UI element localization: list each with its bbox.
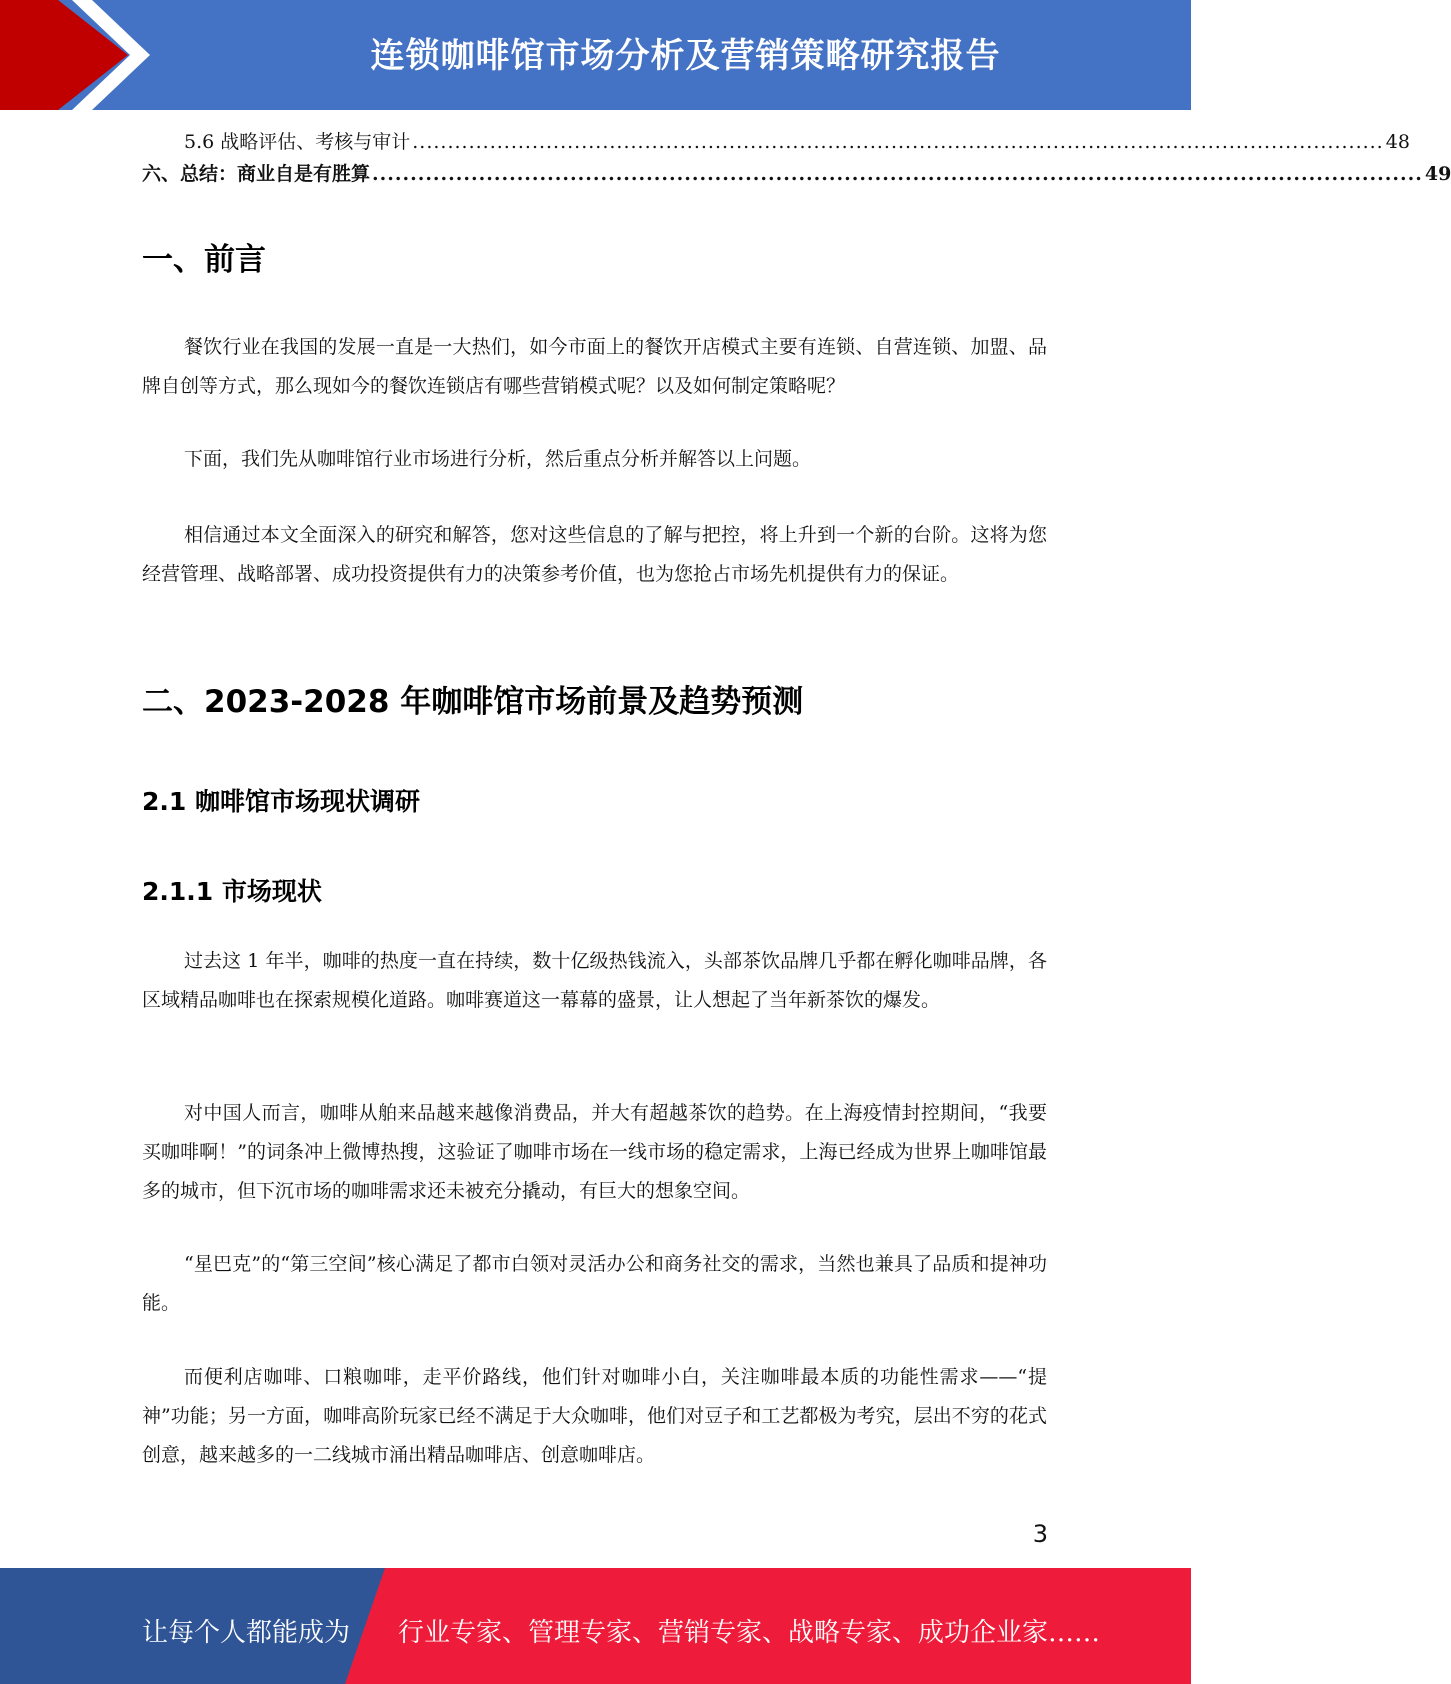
paragraph: 对中国人而言，咖啡从舶来品越来越像消费品，并大有超越茶饮的趋势。在上海疫情封控期间，“我要买咖啡啊！”的词条冲上微博热搜，这验证了咖啡市场在一线市场的稳定需求，上海已经成为世界上咖啡馆最多的城市，但下沉市场的咖啡需求还未被充分撬动，有巨大的想象空间。	[142, 1102, 1047, 1202]
paragraph: “星巴克”的“第三空间”核心满足了都市白领对灵活办公和商务社交的需求，当然也兼具了品质和提神功能。	[142, 1253, 1047, 1314]
toc-entry-label: 六、总结：商业自是有胜算	[142, 163, 371, 185]
page-footer	[0, 1568, 1191, 1684]
toc-entry-page: 49	[1424, 163, 1451, 185]
paragraph: 相信通过本文全面深入的研究和解答，您对这些信息的了解与把控，将上升到一个新的台阶。这将为您经营管理、战略部署、成功投资提供有力的决策参考价值，也为您抢占市场先机提供有力的保证。	[142, 524, 1047, 585]
paragraph: 下面，我们先从咖啡馆行业市场进行分析，然后重点分析并解答以上问题。	[184, 448, 812, 470]
page-header	[0, 0, 1191, 110]
report-title: 连锁咖啡馆市场分析及营销策略研究报告	[370, 36, 1001, 76]
subsection-heading-survey: 2.1 咖啡馆市场现状调研	[142, 787, 420, 816]
toc-dot-leader: ..........................................................................................................................................	[412, 131, 1384, 153]
toc-entry-page: 48	[1385, 131, 1410, 153]
toc-dot-leader: ..........................................................................................................................................	[372, 163, 1423, 185]
paragraph: 餐饮行业在我国的发展一直是一大热们，如今市面上的餐饮开店模式主要有连锁、自营连锁、加盟、品牌自创等方式，那么现如今的餐饮连锁店有哪些营销模式呢？以及如何制定策略呢？	[142, 336, 1047, 397]
toc-entry[interactable]	[142, 162, 1451, 186]
toc-entry-label: 5.6 战略评估、考核与审计	[184, 131, 411, 153]
paragraph: 过去这 1 年半，咖啡的热度一直在持续，数十亿级热钱流入，头部茶饮品牌几乎都在孵化咖啡品牌，各区域精品咖啡也在探索规模化道路。咖啡赛道这一幕幕的盛景，让人想起了当年新茶饮的爆发。	[142, 950, 1047, 1011]
footer-slogan-right: 行业专家、管理专家、营销专家、战略专家、成功企业家……	[398, 1618, 1101, 1648]
paragraph: 而便利店咖啡、口粮咖啡，走平价路线，他们针对咖啡小白，关注咖啡最本质的功能性需求——“提神”功能；另一方面，咖啡高阶玩家已经不满足于大众咖啡，他们对豆子和工艺都极为考究，层出不穷的花式创意，越来越多的一二线城市涌出精品咖啡店、创意咖啡店。	[142, 1366, 1047, 1466]
section-heading-forecast: 二、2023-2028 年咖啡馆市场前景及趋势预测	[142, 684, 804, 720]
section-heading-preface: 一、前言	[142, 242, 266, 278]
toc-entry[interactable]	[184, 130, 1410, 154]
page-number: 3	[1032, 1520, 1048, 1548]
footer-slogan-left: 让每个人都能成为	[142, 1618, 351, 1648]
subsubsection-heading-status: 2.1.1 市场现状	[142, 877, 322, 906]
